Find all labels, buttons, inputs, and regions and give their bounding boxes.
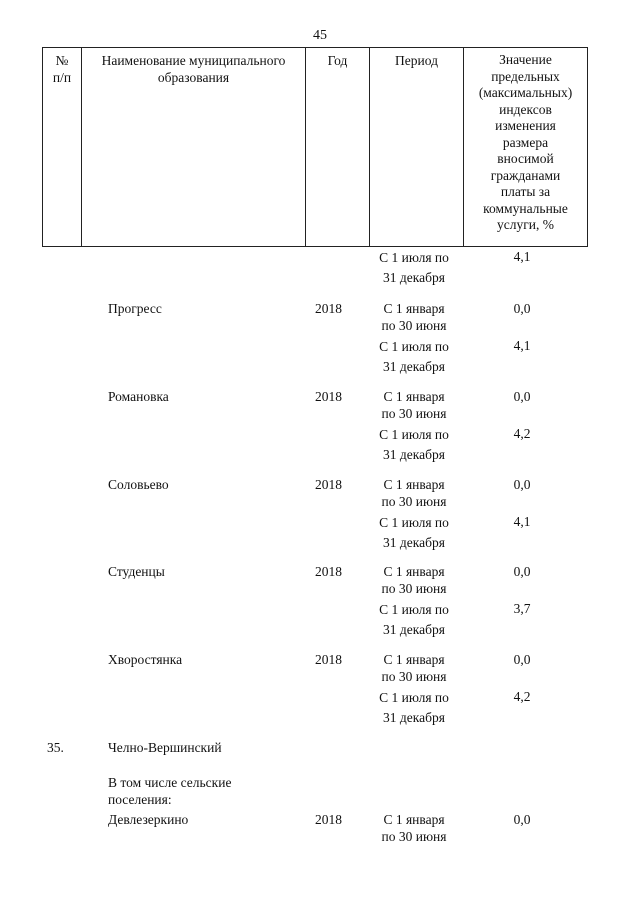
last-year: 2018	[315, 812, 342, 827]
value-first-half: 0,0	[513, 652, 531, 667]
period-first-half: С 1 января по 30 июня	[381, 652, 447, 684]
header-name: Наименование муниципального образования	[101, 53, 286, 85]
header-period: Период	[395, 53, 438, 68]
settlement-year: 2018	[315, 301, 342, 316]
district-name: Челно-Вершинский	[108, 740, 222, 755]
header-value: Значение предельных (максимальных) индексов изменения размера вносимой гражданами платы за коммунальные услуги, %	[478, 52, 573, 232]
value-first-half: 0,0	[513, 564, 531, 579]
value-second-half: 4,2	[513, 689, 531, 704]
column-divider	[369, 48, 370, 246]
settlement-name: Прогресс	[108, 301, 162, 316]
carry-value: 4,1	[513, 249, 531, 264]
value-first-half: 0,0	[513, 301, 531, 316]
period-first-half: С 1 января по 30 июня	[381, 564, 447, 596]
period-second-half: С 1 июля по 31 декабря	[379, 602, 449, 637]
settlement-name: Романовка	[108, 389, 169, 404]
value-second-half: 3,7	[513, 601, 531, 616]
settlement-name: Студенцы	[108, 564, 165, 579]
value-second-half: 4,1	[513, 514, 531, 529]
page-number: 45	[313, 28, 327, 43]
period-first-half: С 1 января по 30 июня	[381, 389, 447, 421]
carry-period: С 1 июля по 31 декабря	[379, 250, 449, 285]
period-second-half: С 1 июля по 31 декабря	[379, 339, 449, 374]
settlement-name: Соловьево	[108, 477, 169, 492]
period-second-half: С 1 июля по 31 декабря	[379, 690, 449, 725]
value-second-half: 4,2	[513, 426, 531, 441]
value-second-half: 4,1	[513, 338, 531, 353]
settlement-year: 2018	[315, 389, 342, 404]
settlement-year: 2018	[315, 477, 342, 492]
last-period: С 1 января по 30 июня	[381, 812, 447, 844]
district-number: 35.	[47, 740, 64, 755]
settlement-year: 2018	[315, 652, 342, 667]
period-first-half: С 1 января по 30 июня	[381, 477, 447, 509]
column-divider	[305, 48, 306, 246]
settlement-year: 2018	[315, 564, 342, 579]
value-first-half: 0,0	[513, 477, 531, 492]
settlement-name: Хворостянка	[108, 652, 183, 667]
last-value: 0,0	[513, 812, 531, 827]
period-second-half: С 1 июля по 31 декабря	[379, 515, 449, 550]
last-name: Девлезеркино	[108, 812, 189, 827]
value-first-half: 0,0	[513, 389, 531, 404]
period-second-half: С 1 июля по 31 декабря	[379, 427, 449, 462]
header-num: № п/п	[52, 53, 72, 85]
subheading: В том числе сельские поселения:	[108, 775, 232, 807]
table-header	[42, 47, 588, 247]
header-year: Год	[327, 53, 348, 68]
period-first-half: С 1 января по 30 июня	[381, 301, 447, 333]
